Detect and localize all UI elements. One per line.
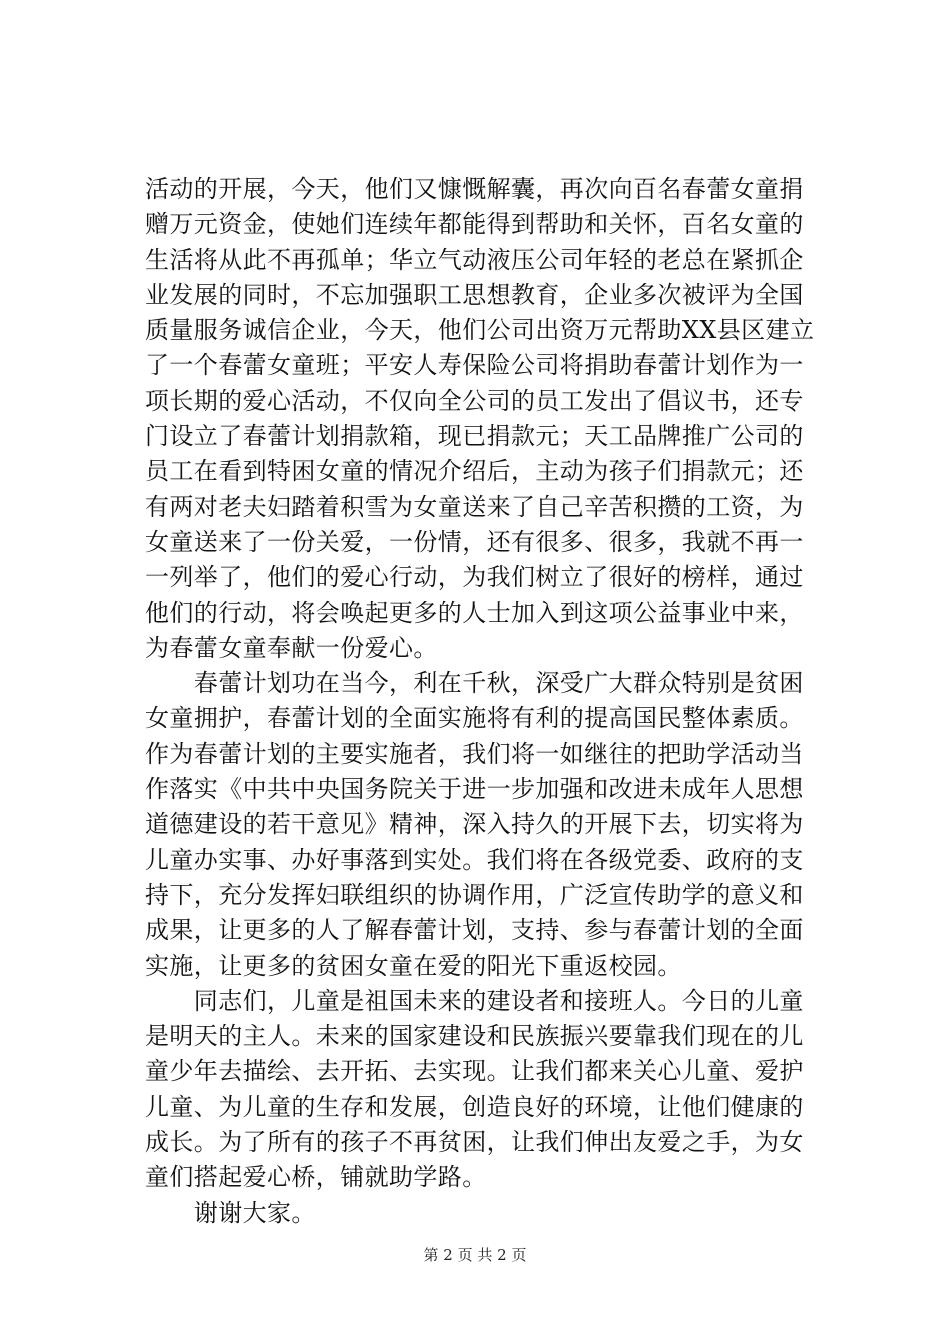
text-line: 童们搭起爱心桥，铺就助学路。 [145, 1163, 487, 1192]
text-line: 生活将从此不再孤单；华立气动液压公司年轻的老总在紧抓企 [145, 245, 804, 274]
text-line: 他们的行动，将会唤起更多的人士加入到这项公益事业中来， [145, 598, 804, 627]
text-line: 道德建设的若干意见》精神，深入持久的开展下去，切实将为 [145, 810, 804, 839]
text-line: 作落实《中共中央国务院关于进一步加强和改进未成年人思想 [145, 775, 804, 804]
text-line: 同志们，儿童是祖国未来的建设者和接班人。今日的儿童 [145, 986, 804, 1015]
text-line: 了一个春蕾女童班；平安人寿保险公司将捐助春蕾计划作为一 [145, 351, 804, 380]
body-text [145, 172, 815, 1231]
text-line: 谢谢大家。 [145, 1198, 316, 1227]
text-line: 质量服务诚信企业，今天，他们公司出资万元帮助XX县区建立 [145, 316, 815, 345]
text-line: 持下，充分发挥妇联组织的协调作用，广泛宣传助学的意义和 [145, 880, 804, 909]
text-line: 实施，让更多的贫困女童在爱的阳光下重返校园。 [145, 951, 682, 980]
text-line: 赠万元资金，使她们连续年都能得到帮助和关怀，百名女童的 [145, 210, 804, 239]
text-line: 有两对老夫妇踏着积雪为女童送来了自己辛苦积攒的工资，为 [145, 492, 804, 521]
text-line: 是明天的主人。未来的国家建设和民族振兴要靠我们现在的儿 [145, 1022, 804, 1051]
text-line: 员工在看到特困女童的情况介绍后，主动为孩子们捐款元；还 [145, 457, 804, 486]
text-line: 活动的开展，今天，他们又慷慨解囊，再次向百名春蕾女童捐 [145, 175, 804, 203]
page-footer: 第 2 页 共 2 页 [423, 1246, 527, 1264]
text-line: 儿童、为儿童的生存和发展，创造良好的环境，让他们健康的 [145, 1092, 804, 1121]
text-line: 成果，让更多的人了解春蕾计划，支持、参与春蕾计划的全面 [145, 916, 804, 945]
text-line: 一列举了，他们的爱心行动，为我们树立了很好的榜样，通过 [145, 563, 804, 592]
text-line: 成长。为了所有的孩子不再贫困，让我们伸出友爱之手，为女 [145, 1128, 804, 1157]
text-line: 春蕾计划功在当今，利在千秋，深受广大群众特别是贫困 [145, 669, 804, 698]
text-line: 为春蕾女童奉献一份爱心。 [145, 633, 438, 662]
text-line: 业发展的同时，不忘加强职工思想教育，企业多次被评为全国 [145, 280, 804, 309]
text-line: 作为春蕾计划的主要实施者，我们将一如继往的把助学活动当 [145, 739, 804, 768]
text-line: 儿童办实事、办好事落到实处。我们将在各级党委、政府的支 [145, 845, 804, 874]
text-line: 童少年去描绘、去开拓、去实现。让我们都来关心儿童、爱护 [145, 1057, 804, 1086]
text-line: 项长期的爱心活动，不仅向全公司的员工发出了倡议书，还专 [145, 386, 804, 415]
text-line: 女童拥护，春蕾计划的全面实施将有利的提高国民整体素质。 [145, 704, 804, 733]
text-line: 女童送来了一份关爱，一份情，还有很多、很多，我就不再一 [145, 527, 804, 556]
text-line: 门设立了春蕾计划捐款箱，现已捐款元；天工品牌推广公司的 [145, 422, 804, 451]
